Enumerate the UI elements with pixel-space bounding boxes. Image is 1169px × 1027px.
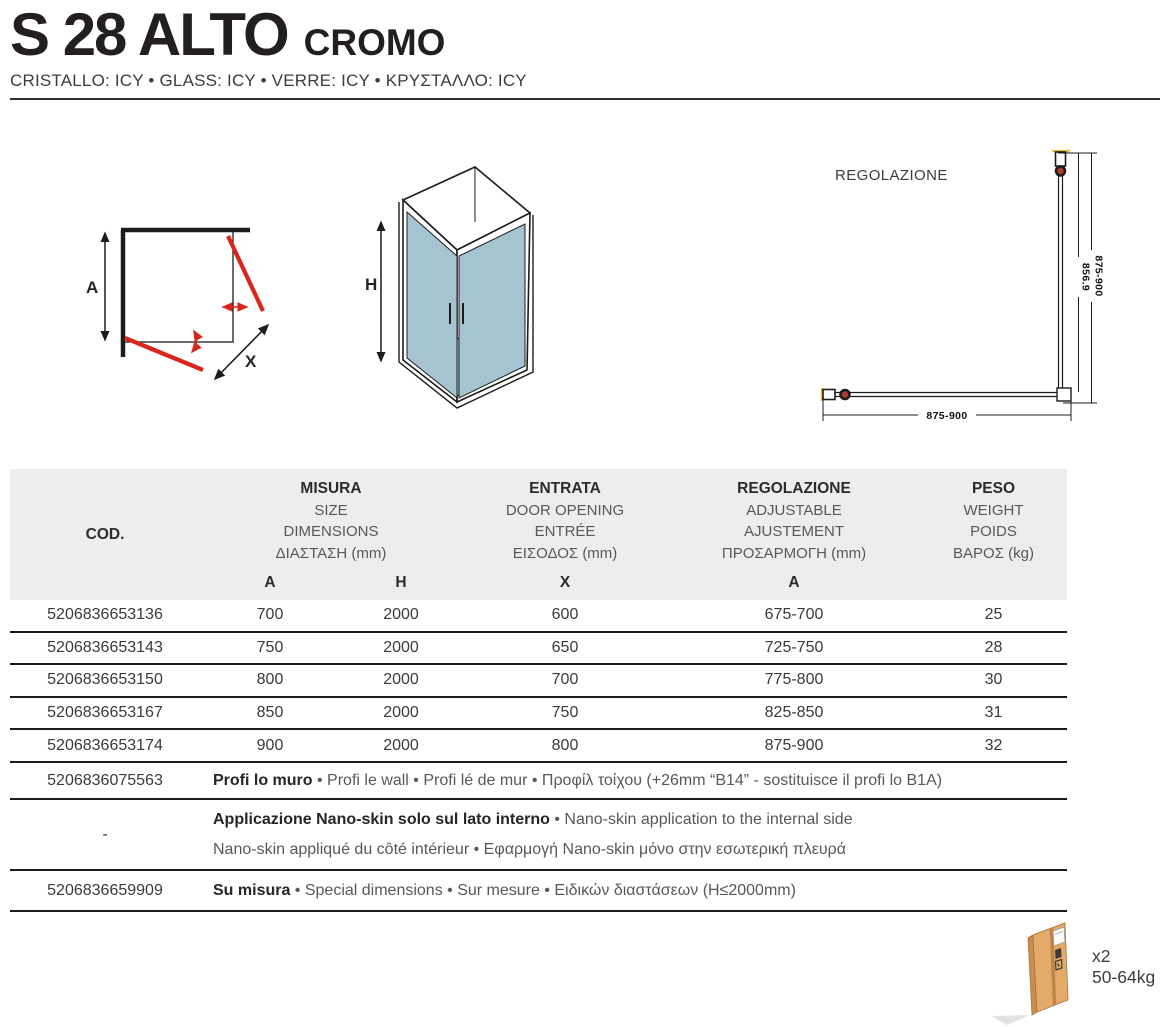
col-header-entrata [462, 469, 668, 565]
note-cod: 5206836659909 [47, 881, 163, 899]
cell-reg: 775-800 [764, 671, 824, 689]
clamp-left [823, 390, 835, 400]
note-cod: - [102, 825, 108, 843]
package-count: x2 [1092, 946, 1111, 966]
table-header [10, 469, 1067, 600]
door-panel-left [125, 338, 203, 370]
cell-cod: 5206836653167 [47, 704, 163, 722]
dimension-h-label: H [365, 275, 378, 294]
peso-line2: WEIGHT [963, 501, 1024, 519]
note-rest: • Special dimensions • Sur mesure • Ειδικών διαστάσεων (H≤2000mm) [290, 881, 796, 899]
clamp-top [1056, 152, 1066, 166]
subcol-a: A [264, 573, 276, 591]
col-header-peso [920, 469, 1067, 600]
regolazione-diagram [790, 140, 1169, 440]
cell-h: 2000 [383, 704, 419, 722]
table-row [10, 633, 1067, 666]
note-bold: Profi lo muro [213, 771, 313, 789]
spec-table [10, 469, 1067, 912]
cell-a: 850 [256, 704, 284, 722]
misura-line1: MISURA [300, 480, 362, 497]
regolazione-line2: ADJUSTABLE [746, 501, 842, 519]
cell-h: 2000 [383, 736, 419, 754]
cell-a: 900 [256, 736, 284, 754]
cell-x: 750 [551, 704, 579, 722]
cell-cod: 5206836653150 [47, 671, 163, 689]
note-row-su-misura [10, 871, 1067, 912]
shower-tray-outline [123, 230, 233, 342]
col-header-regolazione [668, 469, 920, 565]
isometric-view-diagram [358, 158, 553, 418]
entrata-line1: ENTRATA [529, 480, 601, 497]
cell-cod: 5206836653174 [47, 736, 163, 754]
note-row-wall-profile [10, 763, 1067, 801]
cell-x: 650 [551, 638, 579, 656]
subcol-x: X [559, 573, 571, 591]
regolazione-line4: ΠΡΟΣΑΡΜΟΓΗ (mm) [721, 545, 867, 563]
misura-line3: DIMENSIONS [283, 523, 379, 541]
misura-line2: SIZE [314, 501, 348, 519]
cell-reg: 675-700 [764, 606, 824, 624]
dim-horizontal-label: 875-900 [926, 410, 968, 422]
package-info [1092, 946, 1155, 988]
note-bold: Su misura [213, 881, 291, 899]
adjustment-knob-top [1056, 167, 1065, 176]
dim-vertical-inner-label: 856.9 [1079, 262, 1092, 292]
subcol-h: H [395, 573, 407, 591]
dim-vertical-outer-label: 875-900 [1092, 255, 1105, 297]
plan-view-diagram [78, 214, 283, 400]
cell-reg: 825-850 [764, 704, 824, 722]
cell-h: 2000 [383, 671, 419, 689]
entrata-line3: ENTRÉE [534, 523, 596, 541]
regolazione-line3: AJUSTEMENT [743, 523, 844, 541]
cell-reg: 725-750 [764, 638, 824, 656]
cell-peso: 30 [984, 671, 1003, 689]
peso-line4: ΒΑΡΟΣ (kg) [953, 545, 1034, 563]
cell-x: 700 [551, 671, 579, 689]
entrata-line2: DOOR OPENING [505, 501, 625, 519]
corner-joint [1057, 388, 1071, 401]
title-row [10, 1, 1160, 68]
page-title: S 28 ALTO [10, 1, 288, 68]
table-row [10, 698, 1067, 731]
col-header-cod: COD. [85, 525, 125, 543]
table-row [10, 600, 1067, 633]
cell-cod: 5206836653136 [47, 606, 163, 624]
peso-line1: PESO [971, 480, 1016, 497]
regolazione-title: REGOLAZIONE [835, 167, 948, 184]
package-shadow [991, 1012, 1037, 1025]
header-divider [10, 98, 1160, 100]
cell-x: 600 [551, 606, 579, 624]
subcol-a2: A [788, 573, 800, 591]
cell-peso: 25 [984, 606, 1003, 624]
note-rest: • Profi le wall • Profi lé de mur • Προφίλ τοίχου (+26mm “B14” - sostituisce il profi lo B1A) [312, 771, 943, 789]
note-bold: Applicazione Nano-skin solo sul lato interno [213, 810, 550, 828]
cell-x: 800 [551, 736, 579, 754]
cell-h: 2000 [383, 638, 419, 656]
note-line2: Nano-skin appliqué du côté intérieur • Εφαρμογή Nano-skin μόνο στην εσωτερική πλευρά [213, 840, 846, 858]
glass-type-subtitle: CRISTALLO: ICY • GLASS: ICY • VERRE: ICY • ΚΡΥΣΤΑΛΛΟ: ICY [10, 71, 527, 90]
cell-reg: 875-900 [764, 736, 824, 754]
note-text [200, 763, 1067, 799]
peso-line3: POIDS [970, 523, 1017, 541]
note-text [200, 800, 1067, 869]
table-row [10, 730, 1067, 763]
cell-h: 2000 [383, 606, 419, 624]
dimension-x-arrow [215, 325, 268, 379]
cell-a: 700 [256, 606, 284, 624]
entrata-line4: ΕΙΣΟΔΟΣ (mm) [512, 545, 618, 563]
misura-line4: ΔΙΑΣΤΑΣΗ (mm) [275, 545, 387, 563]
note-rest: • Nano-skin application to the internal side [549, 810, 853, 828]
cell-peso: 32 [984, 736, 1003, 754]
note-row-nano-skin [10, 800, 1067, 871]
dimension-a-label: A [86, 278, 99, 297]
cell-peso: 31 [984, 704, 1003, 722]
dimension-x-label: X [245, 352, 257, 371]
document-header [10, 1, 1160, 100]
col-header-misura [200, 469, 462, 565]
adjustment-knob-left [841, 390, 850, 399]
cell-cod: 5206836653143 [47, 638, 163, 656]
table-row [10, 665, 1067, 698]
cell-a: 750 [256, 638, 284, 656]
cell-peso: 28 [984, 638, 1003, 656]
cell-a: 800 [256, 671, 284, 689]
package-weight: 50-64kg [1092, 967, 1156, 987]
note-cod: 5206836075563 [47, 771, 163, 789]
regolazione-line1: REGOLAZIONE [737, 480, 851, 497]
page-title-variant: CROMO [303, 22, 446, 63]
note-text [200, 871, 1067, 910]
